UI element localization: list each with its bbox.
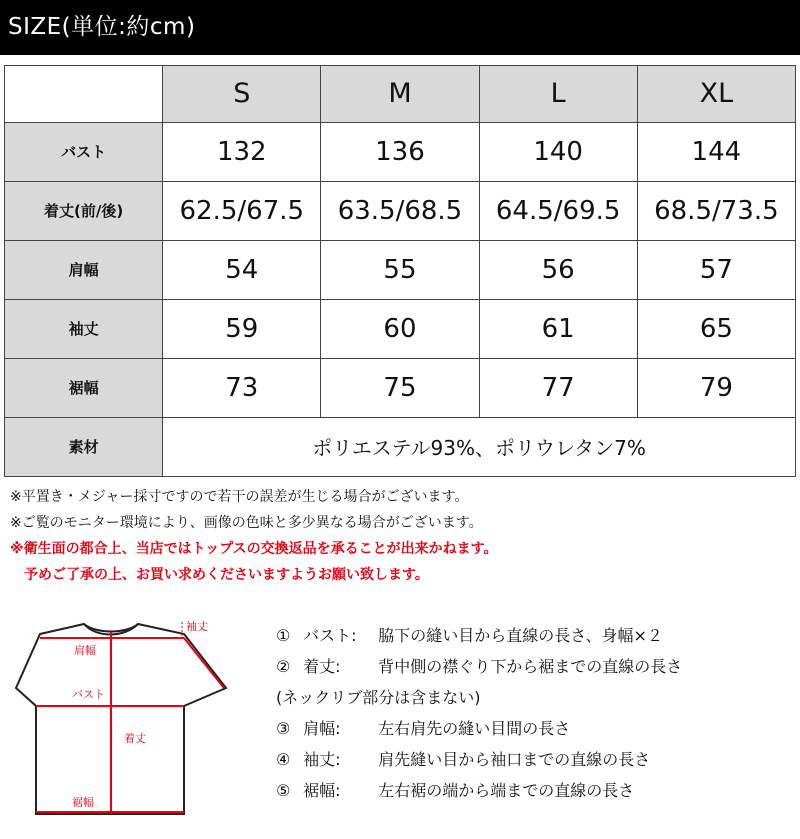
measurement-item-length-note xyxy=(276,682,796,713)
table-row-material xyxy=(5,417,796,476)
size-col-s: S xyxy=(163,66,321,123)
table-row xyxy=(5,240,796,299)
measurement-desc: 肩先縫い目から袖口までの直線の長さ xyxy=(378,750,651,769)
measurement-guide xyxy=(276,620,796,806)
table-cell: 140 xyxy=(479,122,637,181)
row-label-hem: 裾幅 xyxy=(5,358,163,417)
measurement-desc: 左右肩先の縫い目間の長さ xyxy=(378,719,571,738)
row-label-shoulder: 肩幅 xyxy=(5,240,163,299)
table-cell: 62.5/67.5 xyxy=(163,181,321,240)
note-no-returns: ※衛生面の都合上、当店ではトップスの交換返品を承ることが出来かねます。 xyxy=(10,541,498,557)
size-title: SIZE(単位:約cm) xyxy=(8,14,196,40)
table-cell: 73 xyxy=(163,358,321,417)
measurement-term: 袖丈: xyxy=(303,750,341,769)
label-sleeve: 袖丈 xyxy=(186,620,208,633)
row-label-sleeve: 袖丈 xyxy=(5,299,163,358)
notes xyxy=(10,484,790,588)
label-shoulder: 肩幅 xyxy=(74,644,96,657)
measurement-item-bust xyxy=(276,620,796,651)
size-header xyxy=(0,0,800,55)
table-cell: 68.5/73.5 xyxy=(637,181,795,240)
label-hem: 裾幅 xyxy=(72,796,94,809)
measurement-term: 裾幅: xyxy=(303,781,341,800)
table-cell: 144 xyxy=(637,122,795,181)
measurement-item-sleeve xyxy=(276,744,796,775)
table-row xyxy=(5,122,796,181)
measurement-number: ④ xyxy=(276,750,291,769)
measurement-number: ② xyxy=(276,657,291,676)
table-cell: 132 xyxy=(163,122,321,181)
table-cell: 65 xyxy=(637,299,795,358)
size-table xyxy=(4,65,796,477)
size-header-row xyxy=(5,66,796,123)
table-cell: 59 xyxy=(163,299,321,358)
sleeve-line xyxy=(184,638,224,688)
table-row xyxy=(5,181,796,240)
measurement-desc: 左右裾の端から端までの直線の長さ xyxy=(378,781,635,800)
measurement-term: バスト: xyxy=(303,626,357,645)
label-bust: バスト xyxy=(72,688,105,701)
row-label-material: 素材 xyxy=(5,417,163,476)
row-label-length: 着丈(前/後) xyxy=(5,181,163,240)
table-cell: 54 xyxy=(163,240,321,299)
table-cell: 75 xyxy=(321,358,479,417)
label-length: 着丈 xyxy=(124,732,146,745)
measurement-desc: 背中側の襟ぐり下から裾までの直線の長さ xyxy=(378,657,683,676)
table-cell: 63.5/68.5 xyxy=(321,181,479,240)
measurement-term: 肩幅: xyxy=(303,719,341,738)
table-row xyxy=(5,299,796,358)
corner-cell xyxy=(5,66,163,123)
note-measure-error: ※平置き・メジャー採寸ですので若干の誤差が生じる場合がございます。 xyxy=(10,489,469,505)
table-row xyxy=(5,358,796,417)
table-cell: 64.5/69.5 xyxy=(479,181,637,240)
table-cell: 61 xyxy=(479,299,637,358)
note-monitor-color: ※ご覧のモニター環境により、画像の色味と多少異なる場合がございます。 xyxy=(10,515,483,531)
size-col-xl: XL xyxy=(637,66,795,123)
measurement-item-hem xyxy=(276,775,796,806)
table-cell: 55 xyxy=(321,240,479,299)
measurement-item-shoulder xyxy=(276,713,796,744)
size-col-m: M xyxy=(321,66,479,123)
table-cell: 79 xyxy=(637,358,795,417)
table-cell: 57 xyxy=(637,240,795,299)
size-col-l: L xyxy=(479,66,637,123)
measurement-desc: 脇下の縫い目から直線の長さ、身幅×２ xyxy=(378,626,663,645)
measurement-number: ③ xyxy=(276,719,291,738)
measurement-item-length xyxy=(276,651,796,682)
material-value: ポリエステル93%、ポリウレタン7% xyxy=(163,417,796,476)
table-cell: 60 xyxy=(321,299,479,358)
measurement-desc: (ネックリブ部分は含まない) xyxy=(276,688,481,707)
measurement-number: ⑤ xyxy=(276,781,291,800)
table-cell: 136 xyxy=(321,122,479,181)
measurement-number: ① xyxy=(276,626,291,645)
table-cell: 77 xyxy=(479,358,637,417)
table-cell: 56 xyxy=(479,240,637,299)
tshirt-diagram xyxy=(14,618,262,828)
row-label-bust: バスト xyxy=(5,122,163,181)
measurement-term: 着丈: xyxy=(303,657,341,676)
note-no-returns-2: 予めご了承の上、お買い求めくださいますようお願い致します。 xyxy=(24,567,429,583)
